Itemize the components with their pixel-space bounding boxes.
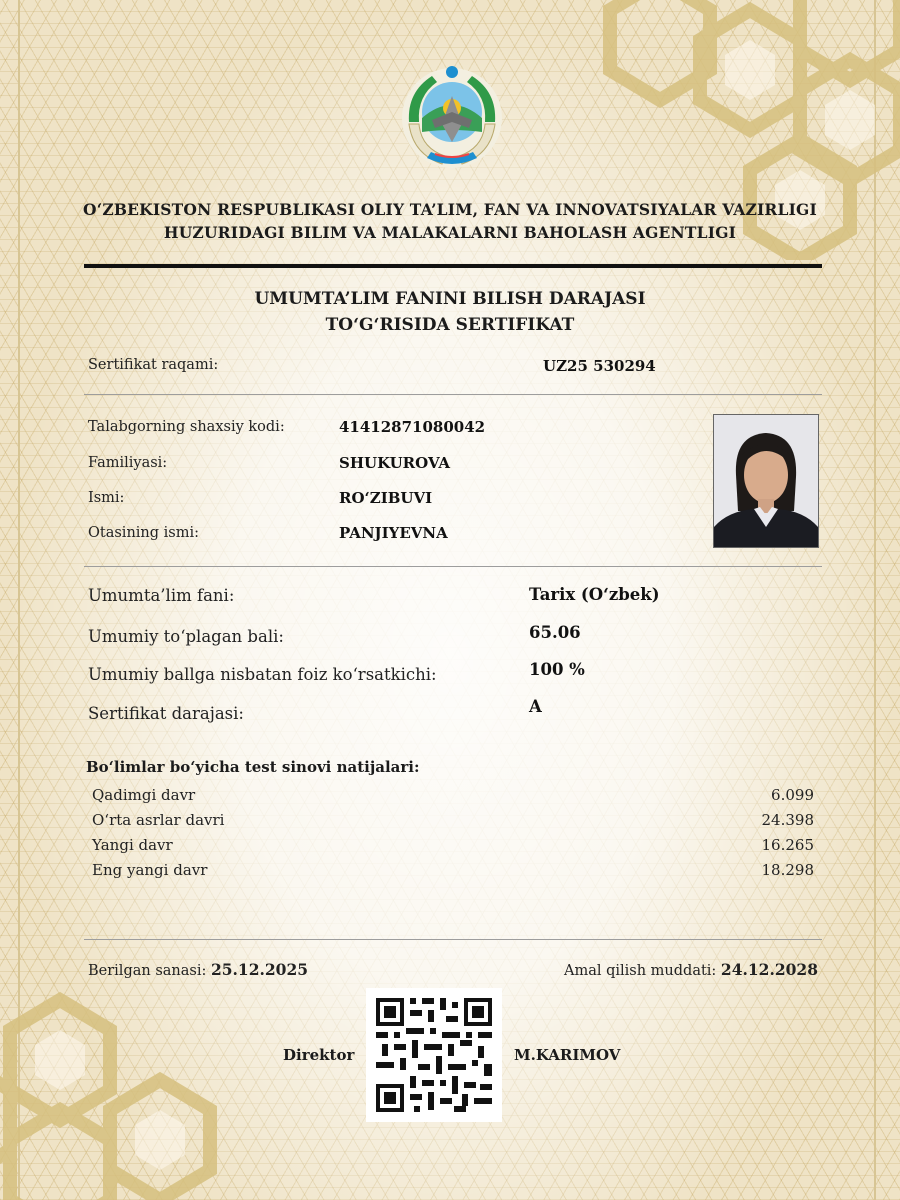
issued-date-value: 25.12.2025 (210, 960, 309, 979)
section-score: 24.398 (761, 811, 814, 829)
qr-code-icon[interactable] (366, 988, 502, 1122)
director-label: Direktor (283, 1046, 355, 1064)
divider (84, 939, 822, 940)
issued-date (88, 960, 308, 979)
section-row (92, 811, 814, 836)
section-row (92, 786, 814, 811)
personal-id-value: 41412871080042 (339, 418, 486, 436)
certificate-title (100, 286, 800, 338)
title-line-2: TO‘G‘RISIDA SERTIFIKAT (325, 315, 575, 335)
header-divider (84, 264, 822, 268)
patronymic-value: PANJIYEVNA (339, 524, 448, 542)
surname-label: Familiyasi: (88, 455, 168, 471)
valid-until-label: Amal qilish muddati: (563, 963, 717, 979)
section-score: 18.298 (761, 861, 814, 879)
organization-line-1: O‘ZBEKISTON RESPUBLIKASI OLIY TA’LIM, FAN VA INNOVATSIYALAR VAZIRLIGI (83, 200, 817, 219)
title-line-1: UMUMTA’LIM FANINI BILISH DARAJASI (254, 289, 646, 309)
section-row (92, 861, 814, 886)
percent-value: 100 % (529, 660, 585, 679)
section-row (92, 836, 814, 861)
percent-label: Umumiy ballga nisbatan foiz ko‘rsatkichi: (88, 665, 437, 684)
corner-ornament-bottom-left (0, 960, 260, 1200)
state-emblem-icon (397, 62, 507, 172)
name-value: RO‘ZIBUVI (339, 489, 433, 507)
surname-value: SHUKUROVA (339, 454, 451, 472)
issuing-organization (60, 198, 840, 244)
section-score: 16.265 (761, 836, 814, 854)
valid-until-value: 24.12.2028 (720, 960, 818, 979)
certificate-number-value: UZ25 530294 (543, 357, 656, 375)
name-label: Ismi: (88, 490, 125, 506)
section-name: Yangi davr (92, 836, 173, 854)
level-label: Sertifikat darajasi: (88, 704, 244, 723)
section-score: 6.099 (771, 786, 814, 804)
director-name: M.KARIMOV (514, 1046, 621, 1064)
valid-until-date (564, 960, 818, 979)
score-label: Umumiy to‘plagan bali: (88, 627, 284, 646)
subject-label: Umumta’lim fani: (88, 586, 235, 605)
personal-id-label: Talabgorning shaxsiy kodi: (88, 419, 285, 435)
certificate-number-label: Sertifikat raqami: (88, 357, 219, 373)
issued-date-label: Berilgan sanasi: (88, 963, 207, 979)
divider (84, 566, 822, 567)
sections-title: Bo‘limlar bo‘yicha test sinovi natijalari: (86, 758, 420, 776)
section-name: O‘rta asrlar davri (92, 811, 225, 829)
section-name: Qadimgi davr (92, 786, 196, 804)
patronymic-label: Otasining ismi: (88, 525, 199, 541)
applicant-photo (713, 414, 819, 548)
subject-value: Tarix (O‘zbek) (529, 585, 660, 604)
level-value: A (529, 697, 542, 716)
score-value: 65.06 (529, 623, 581, 642)
section-name: Eng yangi davr (92, 861, 208, 879)
divider (84, 394, 822, 395)
organization-line-2: HUZURIDAGI BILIM VA MALAKALARNI BAHOLASH AGENTLIGI (163, 223, 737, 242)
applicant-portrait-image (714, 415, 818, 547)
